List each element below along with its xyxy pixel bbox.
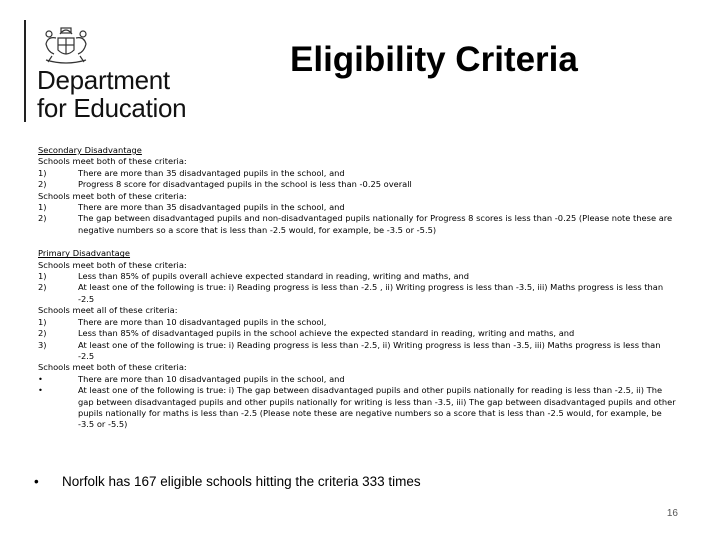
list-item (38, 179, 678, 190)
item-bullet: • (38, 385, 43, 396)
item-text: Progress 8 score for disadvantaged pupils in the school is less than -0.25 overall (78, 179, 412, 190)
page-title: Eligibility Criteria (290, 40, 578, 79)
list-item (38, 282, 678, 305)
item-number: 1) (38, 167, 47, 178)
secondary-group1-intro: Schools meet both of these criteria: (38, 156, 187, 167)
list-item (38, 317, 678, 328)
item-text: Less than 85% of pupils overall achieve expected standard in reading, writing and maths, and (78, 271, 470, 282)
primary-group1-intro: Schools meet both of these criteria: (38, 259, 187, 270)
secondary-group2-intro: Schools meet both of these criteria: (38, 190, 187, 201)
list-item (38, 340, 678, 363)
item-number: 2) (38, 328, 47, 339)
item-text: Less than 85% of disadvantaged pupils in the school achieve the expected standard in reading, writing and maths, and (78, 328, 575, 339)
item-text: At least one of the following is true: i) The gap between disadvantaged pupils and other pupils nationally for reading is less than -2.5, ii) The gap between disadvantaged pupils and other pupils nationally for writing is less than -3.5, iii) The gap between disadvantaged pupils and other pupils nationally for maths is less than -2.5 (Please note these are negative numbers so a score that is less than -2.5 would, for example, be -3.5 or -5.5) (78, 385, 676, 430)
item-number: 2) (38, 179, 47, 190)
primary-heading: Primary Disadvantage (38, 248, 131, 259)
item-number: 1) (38, 202, 47, 213)
list-item (38, 202, 678, 213)
department-logo-text (37, 66, 186, 122)
item-text: The gap between disadvantaged pupils and non-disadvantaged pupils nationally for Progress 8 scores is less than -0.25 (Please note these are negative numbers so a score that is less than -2.5 would, for example, be -3.5 or -5.5) (78, 213, 673, 235)
primary-group2-intro: Schools meet all of these criteria: (38, 305, 178, 316)
list-item (38, 374, 678, 385)
criteria-body (38, 145, 678, 431)
item-number: 3) (38, 339, 47, 350)
logo-line-2: for Education (37, 93, 187, 123)
logo-line-1: Department (37, 65, 170, 95)
item-text: There are more than 10 disadvantaged pupils in the school, and (78, 373, 345, 384)
item-number: 1) (38, 316, 47, 327)
page-number: 16 (666, 508, 678, 519)
list-item (38, 168, 678, 179)
summary-text: Norfolk has 167 eligible schools hitting the criteria 333 times (62, 474, 421, 489)
primary-group3-intro: Schools meet both of these criteria: (38, 362, 187, 373)
item-number: 1) (38, 271, 47, 282)
item-text: At least one of the following is true: i) Reading progress is less than -2.5 , ii) Writing progress is less than -3.5, iii) Maths progress is less than -2.5 (78, 282, 664, 304)
item-bullet: • (38, 373, 43, 384)
summary-bullet (34, 474, 421, 489)
list-item (38, 213, 678, 236)
item-number: 2) (38, 282, 47, 293)
list-item (38, 271, 678, 282)
item-text: There are more than 35 disadvantaged pupils in the school, and (78, 202, 345, 213)
item-text: There are more than 10 disadvantaged pupils in the school, (78, 316, 327, 327)
item-text: There are more than 35 disadvantaged pupils in the school, and (78, 167, 345, 178)
item-number: 2) (38, 213, 47, 224)
list-item (38, 385, 678, 431)
royal-crest-icon (36, 20, 96, 66)
bullet-icon: • (34, 474, 39, 489)
item-text: At least one of the following is true: i) Reading progress is less than -2.5, ii) Writing progress is less than -3.5, iii) Maths progress is less than -2.5 (78, 339, 661, 361)
secondary-heading: Secondary Disadvantage (38, 145, 142, 155)
list-item (38, 328, 678, 339)
logo-divider (24, 20, 26, 122)
